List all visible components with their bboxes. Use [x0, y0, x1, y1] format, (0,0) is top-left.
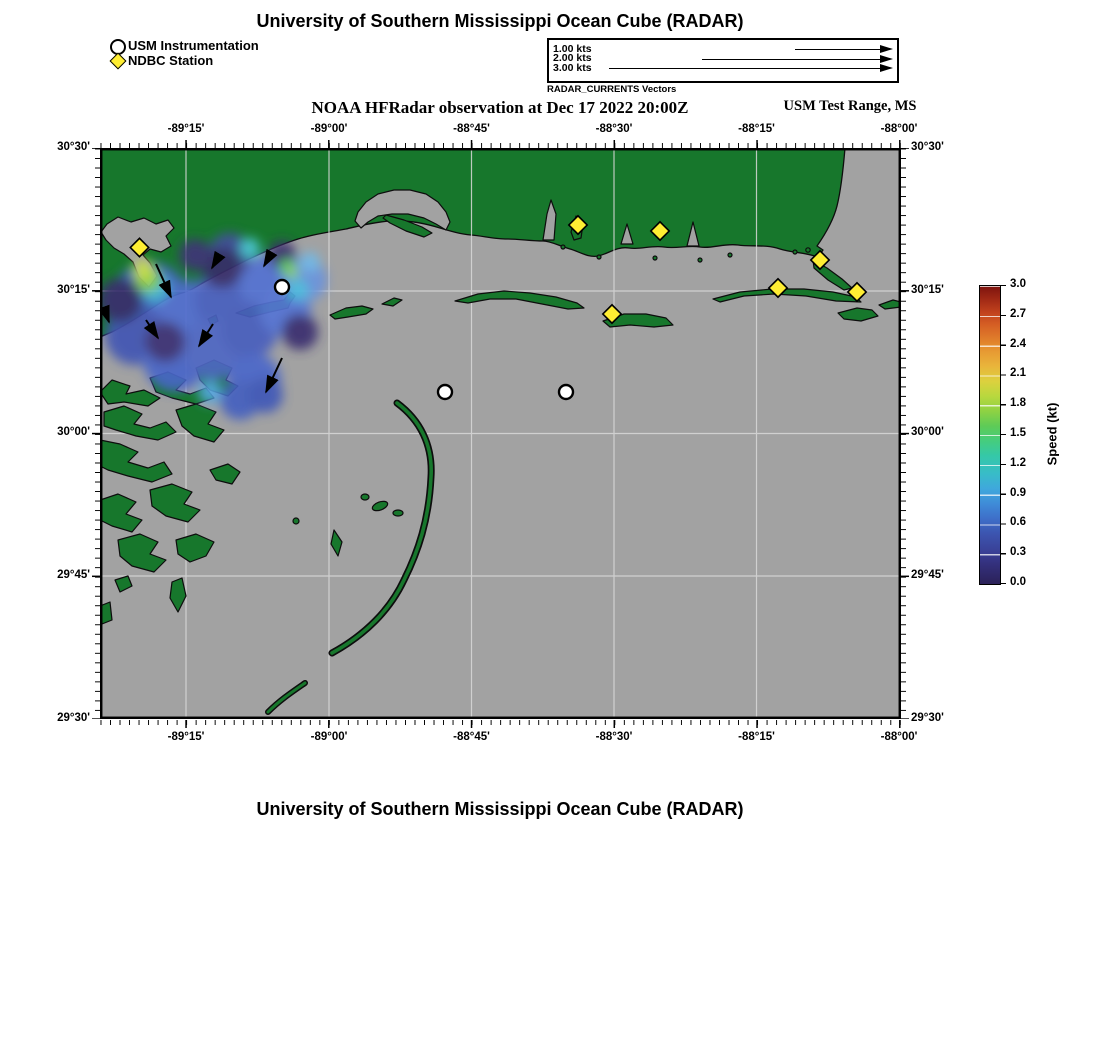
- map-ticks-right: [901, 148, 909, 719]
- x-tick-label: -88°15': [738, 123, 775, 135]
- y-tick-label: 30°30': [57, 141, 90, 153]
- colorbar-tick-label: 0.0: [1010, 576, 1026, 588]
- x-tick-label: -88°45': [453, 731, 490, 743]
- arrowhead-icon: [880, 55, 893, 63]
- legend-usm-label: USM Instrumentation: [128, 38, 259, 53]
- colorbar-tick-label: 2.4: [1010, 337, 1026, 350]
- x-tick-label: -88°00': [880, 731, 918, 743]
- legend-ndbc-label: NDBC Station: [128, 53, 214, 68]
- x-tick-label: -88°00': [880, 123, 918, 135]
- x-tick-label: -89°00': [310, 123, 348, 135]
- map-ticks-top: [100, 140, 901, 148]
- observation-subtitle: NOAA HFRadar observation at Dec 17 2022 20:00Z: [311, 98, 689, 117]
- vector-scale-3kt: 3.00 kts: [553, 61, 592, 74]
- colorbar-axis-label: Speed (kt): [1044, 402, 1060, 466]
- vector-scale-1kt: 1.00 kts: [553, 42, 592, 55]
- colorbar-tick-label: 2.7: [1010, 307, 1026, 320]
- y-tick-label: 30°30': [911, 141, 944, 153]
- y-tick-label: 30°15': [911, 284, 944, 296]
- colorbar-tick-label: 0.6: [1010, 516, 1026, 529]
- colorbar-tick-label: 3.0: [1010, 278, 1026, 290]
- colorbar-tick-label: 2.1: [1010, 367, 1026, 380]
- usm-site-marker: [559, 385, 573, 399]
- colorbar-tick-label: 0.9: [1010, 486, 1026, 499]
- x-tick-label: -88°15': [738, 731, 775, 743]
- y-tick-label: 29°45': [57, 569, 90, 581]
- map-ticks-bottom: [100, 720, 901, 728]
- usm-site-marker: [438, 385, 452, 399]
- x-tick-label: -89°15': [167, 731, 205, 743]
- figure-title-bottom: University of Southern Mississippi Ocean Cube (RADAR): [256, 799, 744, 819]
- x-tick-label: -89°15': [167, 123, 205, 135]
- colorbar: [979, 285, 1001, 585]
- ndbc-diamond-legend-icon: [110, 53, 127, 70]
- figure-title-top: University of Southern Mississippi Ocean Cube (RADAR): [256, 11, 744, 31]
- test-range-label: USM Test Range, MS: [783, 98, 917, 114]
- colorbar-tick-label: 1.5: [1010, 427, 1026, 439]
- usm-site-marker: [275, 280, 289, 294]
- y-tick-label: 30°00': [57, 426, 90, 438]
- y-tick-label: 30°15': [57, 284, 90, 296]
- y-tick-label: 30°00': [911, 426, 944, 438]
- x-tick-label: -88°30': [595, 731, 633, 743]
- colorbar-tick-label: 0.3: [1010, 546, 1026, 559]
- x-tick-label: -88°45': [453, 123, 490, 135]
- vector-scale-2kt: 2.00 kts: [553, 52, 592, 64]
- map-plot-area: [100, 148, 901, 719]
- x-tick-label: -88°30': [595, 123, 633, 135]
- y-tick-label: 29°45': [911, 569, 944, 581]
- map-ticks-left: [92, 148, 100, 719]
- vector-key-caption: RADAR_CURRENTS Vectors: [547, 84, 677, 95]
- y-tick-label: 29°30': [911, 712, 944, 724]
- vector-scale-box: [547, 38, 899, 83]
- arrowhead-icon: [880, 45, 893, 53]
- colorbar-tick-label: 1.2: [1010, 456, 1026, 469]
- x-tick-label: -89°00': [310, 731, 348, 743]
- arrowhead-icon: [880, 64, 893, 72]
- y-tick-label: 29°30': [57, 712, 90, 724]
- vector-arrow-3kt: [609, 68, 880, 69]
- vector-arrow-2kt: [702, 59, 880, 60]
- colorbar-ticks: [1001, 285, 1006, 584]
- colorbar-tick-label: 1.8: [1010, 397, 1026, 410]
- vector-arrow-1kt: [795, 49, 880, 50]
